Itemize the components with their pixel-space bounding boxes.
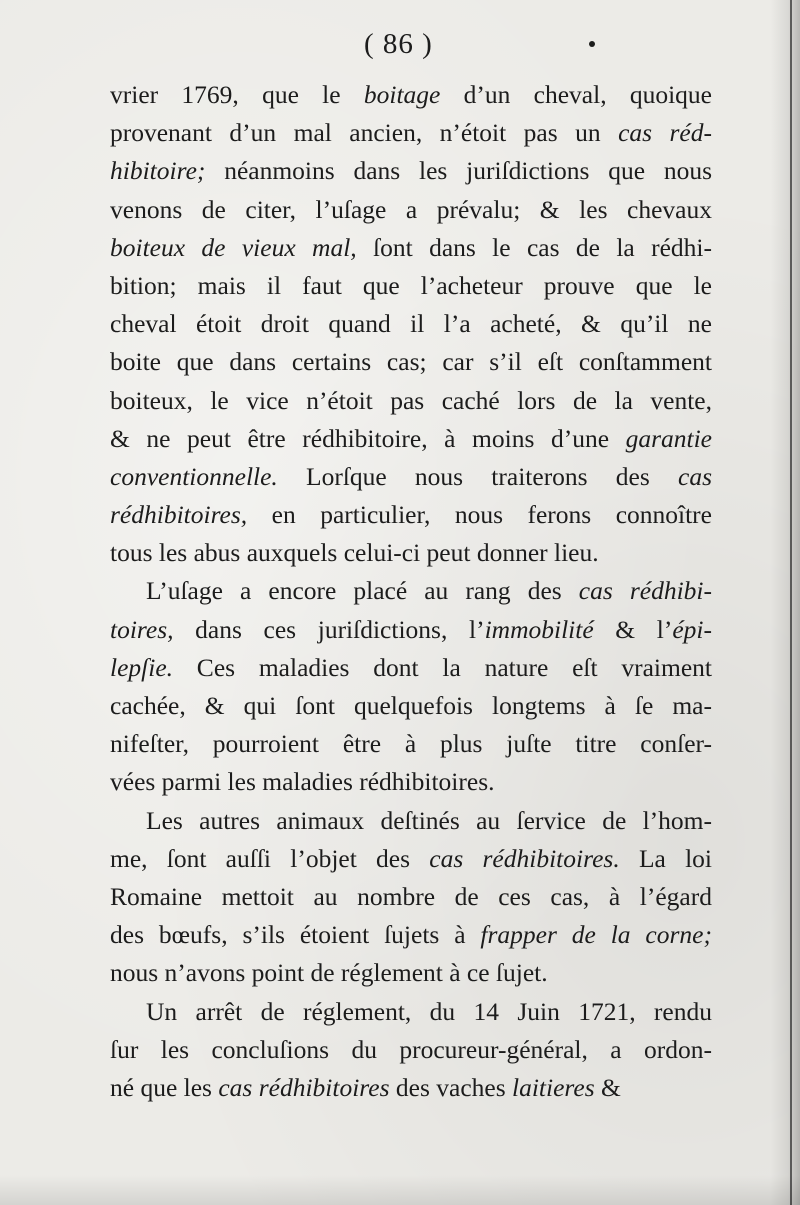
italic-text: boitage: [363, 80, 441, 109]
text-line: [110, 572, 712, 610]
text-line: [110, 420, 712, 458]
text-line: [110, 496, 712, 534]
text-line: [110, 267, 712, 305]
italic-text: épi-: [672, 614, 712, 644]
paragraph: [110, 802, 712, 993]
text-fragment: nifeſter, pourroient être à plus juſte titre conſer-: [110, 729, 712, 759]
text-line: [110, 76, 712, 114]
text-line: [110, 458, 712, 496]
text-fragment: boite que dans certains cas; car s’il eſt conſtamment: [110, 347, 712, 377]
text-fragment: provenant d’un mal ancien, n’étoit pas un: [110, 118, 619, 148]
text-fragment: La loi: [619, 843, 712, 873]
italic-text: cas rédhibi-: [578, 576, 712, 606]
text-fragment: ſont dans le cas de la rédhi-: [356, 232, 712, 262]
text-fragment: vrier 1769, que le: [110, 80, 364, 109]
italic-text: toires,: [110, 614, 174, 644]
text-fragment: bition; mais il faut que l’acheteur prouve que le: [110, 270, 712, 300]
italic-text: garantie: [625, 423, 712, 453]
text-fragment: Un arrêt de réglement, du 14 Juin 1721, rendu: [146, 996, 712, 1026]
text-line: [110, 1069, 712, 1107]
text-fragment: me, ſont auſſi l’objet des: [110, 843, 430, 873]
text-line: [110, 649, 712, 687]
text-line: [110, 343, 712, 381]
italic-text: cas: [678, 461, 712, 491]
text-line: [110, 305, 712, 343]
text-line: [110, 954, 712, 992]
text-line: [110, 802, 712, 840]
italic-text: lepſie.: [110, 652, 174, 682]
text-line: [110, 1031, 712, 1069]
italic-text: cas rédhibitoires.: [429, 843, 620, 873]
text-line: [110, 191, 712, 229]
text-line: [110, 382, 712, 420]
italic-text: cas réd-: [618, 118, 712, 148]
italic-text: frapper de la corne;: [480, 920, 712, 950]
text-fragment: Ces maladies dont la nature eſt vraiment: [173, 652, 712, 682]
paragraph: [110, 993, 712, 1108]
text-line: [110, 611, 712, 649]
text-fragment: venons de citer, l’uſage a prévalu; & les chevaux: [110, 194, 712, 224]
text-line: [110, 114, 712, 152]
text-line: [110, 763, 712, 801]
text-fragment: né que les: [110, 1072, 219, 1102]
text-fragment: Romaine mettoit au nombre de ces cas, à l’égard: [110, 881, 712, 911]
text-line: [110, 916, 712, 954]
ink-dot: [589, 41, 595, 47]
paragraph: [110, 572, 712, 801]
italic-text: conventionnelle.: [110, 461, 278, 491]
page-number: ( 86 ): [364, 28, 433, 60]
text-fragment: ſur les concluſions du procureur-général, a ordon-: [110, 1034, 712, 1064]
page-edge-rule: [790, 0, 792, 1205]
page-bottom-shadow: [0, 1175, 800, 1205]
text-fragment: Lorſque nous traiterons des: [277, 461, 678, 491]
text-fragment: des bœufs, s’ils étoient ſujets à: [110, 920, 481, 950]
text-fragment: nous n’avons point de réglement à ce ſujet.: [110, 958, 548, 988]
italic-text: cas rédhibitoires: [218, 1072, 390, 1102]
text-fragment: en particulier, nous ferons connoître: [247, 500, 712, 530]
text-line: [110, 725, 712, 763]
text-line: [110, 687, 712, 725]
text-line: [110, 840, 712, 878]
italic-text: boiteux de vieux mal,: [110, 232, 357, 262]
text-fragment: dans ces juriſdictions, l’: [173, 614, 485, 644]
body-text: [110, 76, 712, 1107]
text-fragment: L’uſage a encore placé au rang des: [146, 576, 579, 606]
text-fragment: cachée, & qui ſont quelquefois longtems à ſe ma-: [110, 691, 712, 720]
text-fragment: boiteux, le vice n’étoit pas caché lors de la vente,: [110, 385, 712, 415]
text-fragment: vées parmi les maladies rédhibitoires.: [110, 767, 495, 797]
paragraph: [110, 76, 712, 572]
page-edge-shadow: [770, 0, 800, 1205]
text-fragment: néanmoins dans les juriſdictions que nous: [205, 156, 712, 186]
text-fragment: des vaches: [389, 1072, 513, 1102]
italic-text: immobilité: [484, 614, 594, 644]
text-line: [110, 993, 712, 1031]
text-line: [110, 878, 712, 916]
text-fragment: & ne peut être rédhibitoire, à moins d’une: [110, 423, 626, 453]
text-line: [110, 229, 712, 267]
text-fragment: tous les abus auxquels celui-ci peut donner lieu.: [110, 538, 599, 568]
italic-text: rédhibitoires,: [110, 500, 248, 530]
text-line: [110, 534, 712, 572]
italic-text: hibitoire;: [110, 156, 206, 186]
text-fragment: d’un cheval, quoique: [440, 80, 713, 109]
text-fragment: cheval étoit droit quand il l’a acheté, & qu’il ne: [110, 309, 712, 339]
text-fragment: & l’: [593, 614, 673, 644]
italic-text: laitieres: [512, 1072, 595, 1102]
text-line: [110, 152, 712, 190]
text-fragment: &: [594, 1072, 621, 1102]
text-fragment: Les autres animaux deſtinés au ſervice de l’hom-: [146, 805, 712, 835]
